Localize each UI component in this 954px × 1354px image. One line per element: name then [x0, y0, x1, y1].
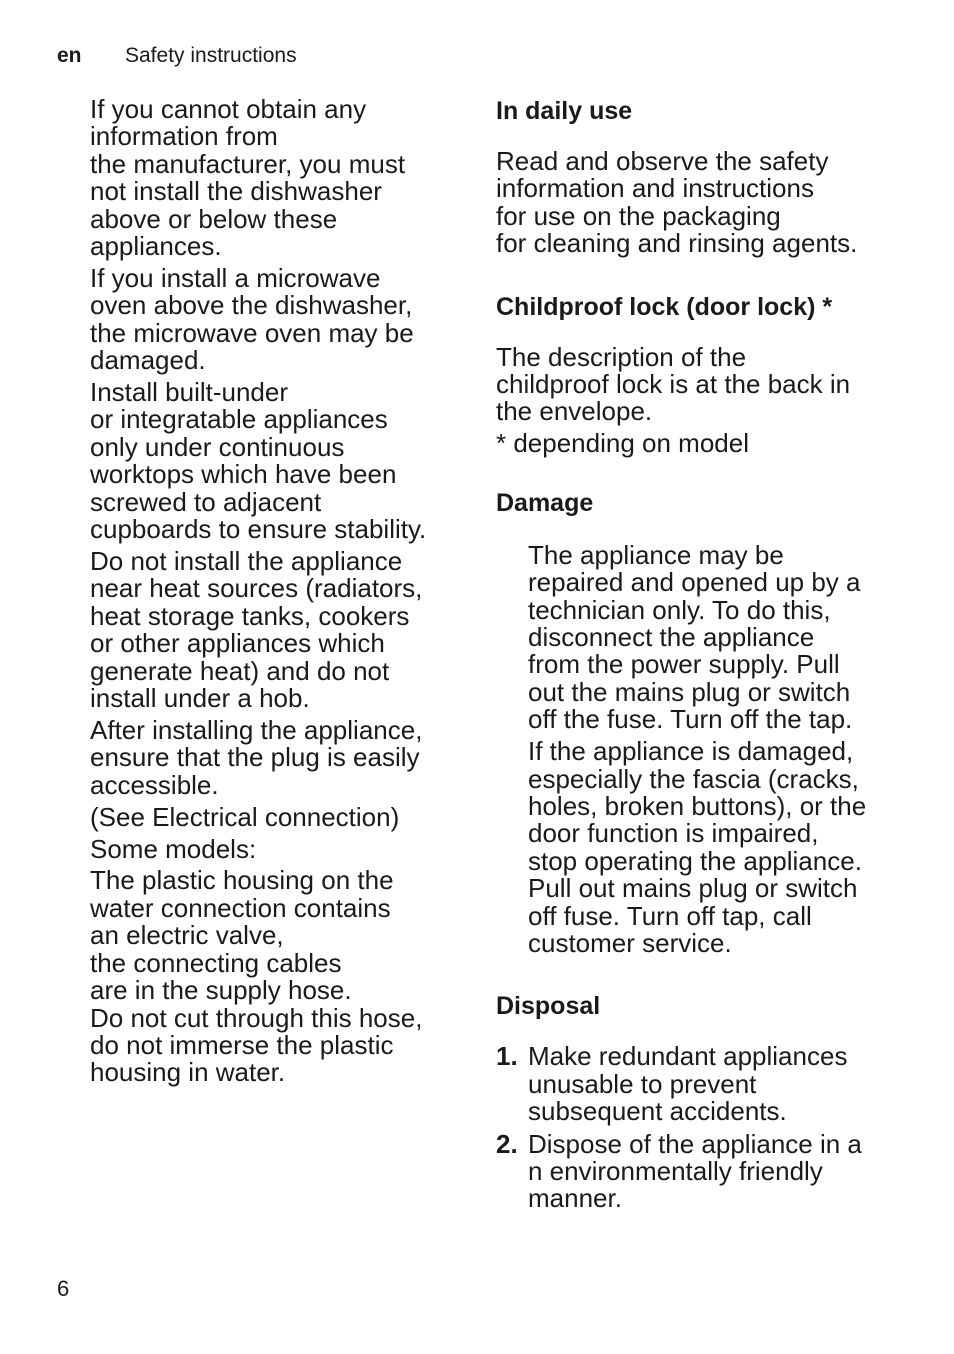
model-note: * depending on model: [496, 428, 749, 459]
step-number: 1.: [496, 1041, 518, 1072]
paragraph: (See Electrical connection): [90, 801, 400, 832]
paragraph: If you cannot obtain any information from the manufacturer, you must not install the dishwasher above or below these appliances.: [90, 94, 406, 262]
paragraph: The plastic housing on the water connection contains an electric valve, the connecting cables are in the supply hose. Do not cut through this hose, do not immerse the plastic housing in water.: [90, 865, 423, 1088]
paragraph: If you install a microwave oven above the dishwasher, the microwave oven may be damaged.: [90, 262, 414, 376]
disposal-steps: [496, 1043, 906, 1212]
heading-daily-use: In daily use: [496, 97, 633, 125]
childproof-text: The description of the childproof lock is at the back in the envelope.: [496, 341, 851, 427]
paragraph: After installing the appliance, ensure that the plug is easily accessible.: [90, 714, 423, 800]
heading-childproof-lock: Childproof lock (door lock) *: [496, 292, 833, 321]
daily-use-text: Read and observe the safety information and instructions for use on the packaging for cleaning and rinsing agents.: [496, 146, 858, 259]
left-column: [90, 96, 465, 1091]
paragraph: Do not install the appliance near heat sources (radiators, heat storage tanks, cookers or other appliances which generate heat) and do not install under a hob.: [90, 546, 423, 714]
paragraph: Install built-under or integratable appliances only under continuous worktops which have been screwed to adjacent cupboards to ensure stability.: [90, 377, 427, 545]
language-code: en: [57, 44, 82, 67]
damage-paragraph: If the appliance is damaged, especially the fascia (cracks, holes, broken buttons), or the door function is impaired, stop operating the appliance. Pull out mains plug or switch off fuse. Turn off tap, call customer service.: [528, 736, 867, 958]
step-text: Make redundant appliances unusable to prevent subsequent accidents.: [528, 1041, 848, 1127]
step-number: 2.: [496, 1128, 518, 1159]
heading-disposal: Disposal: [496, 992, 601, 1021]
right-column: [496, 96, 906, 1218]
damage-paragraph: The appliance may be repaired and opened up by a technician only. To do this, disconnect the appliance from the power supply. Pull out the mains plug or switch off the fuse. Turn off the tap.: [528, 539, 861, 735]
list-item: [496, 1043, 906, 1125]
section-title: Safety instructions: [125, 44, 297, 67]
step-text: Dispose of the appliance in a n environmentally friendly manner.: [528, 1128, 862, 1214]
heading-damage: Damage: [496, 488, 594, 517]
list-item: [496, 1128, 906, 1214]
page-number: 6: [57, 1276, 70, 1301]
paragraph: Some models:: [90, 833, 257, 864]
page-header: [57, 44, 297, 68]
